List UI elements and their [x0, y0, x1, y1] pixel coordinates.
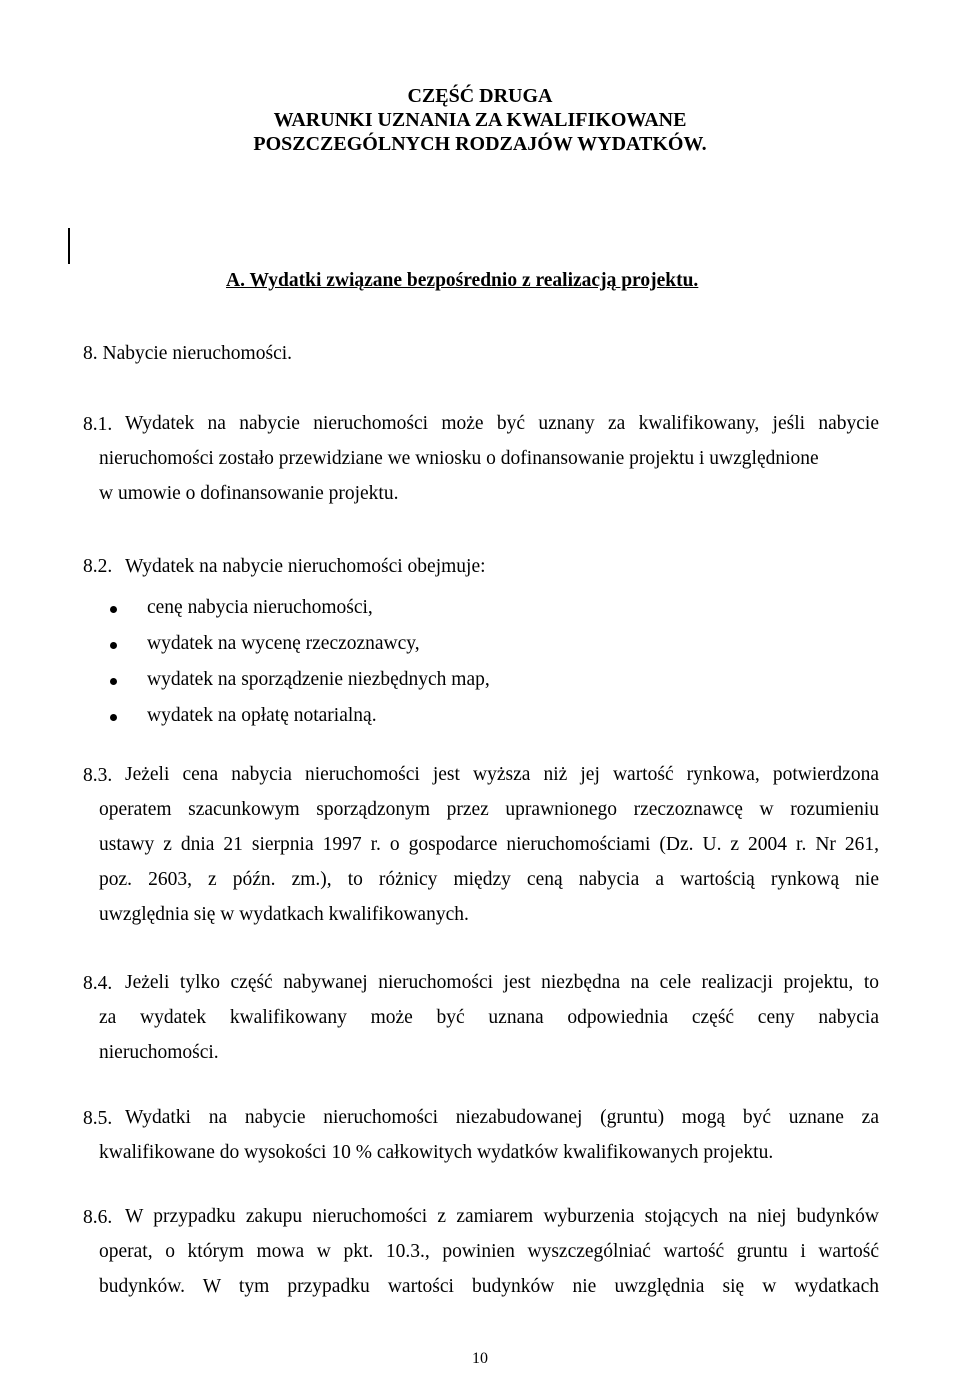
text-line: ustawy z dnia 21 sierpnia 1997 r. o gospodarce nieruchomościami (Dz. U. z 2004 r. Nr 261,: [99, 834, 879, 855]
text-line: za wydatek kwalifikowany może być uznana odpowiednia część ceny nabycia: [99, 1007, 879, 1028]
paragraph-8-2-intro: Wydatek na nabycie nieruchomości obejmuje:: [125, 556, 486, 577]
paragraph-8-3: [99, 757, 879, 932]
section-8-heading: 8. Nabycie nieruchomości.: [83, 343, 293, 364]
list-item: wydatek na opłatę notarialną.: [110, 698, 490, 734]
paragraph-8-4: [99, 965, 879, 1070]
section-a-heading: A. Wydatki związane bezpośrednio z realizacją projektu.: [226, 270, 699, 291]
part-subtitle-line-2: POSZCZEGÓLNYCH RODZAJÓW WYDATKÓW.: [253, 133, 707, 155]
text-line: kwalifikowane do wysokości 10 % całkowitych wydatków kwalifikowanych projektu.: [99, 1142, 774, 1163]
bullet-icon: [110, 714, 117, 721]
paragraph-8-5-number: 8.5.: [83, 1108, 113, 1129]
text-line: w umowie o dofinansowanie projektu.: [99, 483, 399, 504]
paragraph-8-5: [99, 1100, 879, 1170]
paragraph-8-2-number: 8.2.: [83, 556, 113, 577]
list-item: wydatek na sporządzenie niezbędnych map,: [110, 662, 490, 698]
text-line: operat, o którym mowa w pkt. 10.3., powinien wyszczególniać wartość gruntu i wartość: [99, 1241, 879, 1262]
text-line: nieruchomości zostało przewidziane we wniosku o dofinansowanie projektu i uwzględnione: [99, 448, 819, 469]
text-line: nieruchomości.: [99, 1042, 219, 1063]
paragraph-8-3-number: 8.3.: [83, 765, 113, 786]
cost-list: [110, 590, 490, 734]
text-line: uwzględnia się w wydatkach kwalifikowanych.: [99, 904, 469, 925]
paragraph-8-1: [99, 406, 879, 511]
list-item: wydatek na wycenę rzeczoznawcy,: [110, 626, 490, 662]
bullet-icon: [110, 642, 117, 649]
paragraph-8-6-number: 8.6.: [83, 1207, 113, 1228]
list-item: cenę nabycia nieruchomości,: [110, 590, 490, 626]
margin-marker: [68, 228, 70, 264]
text-line: Wydatek na nabycie nieruchomości może być uznany za kwalifikowany, jeśli nabycie: [125, 413, 879, 434]
bullet-icon: [110, 678, 117, 685]
part-title: CZĘŚĆ DRUGA: [407, 85, 553, 107]
text-line: Jeżeli tylko część nabywanej nieruchomości jest niezbędna na cele realizacji projektu, to: [125, 972, 879, 993]
part-subtitle-line-1: WARUNKI UZNANIA ZA KWALIFIKOWANE: [273, 109, 687, 131]
text-line: W przypadku zakupu nieruchomości z zamiarem wyburzenia stojących na niej budynków: [125, 1206, 879, 1227]
paragraph-8-4-number: 8.4.: [83, 973, 113, 994]
text-line: Wydatki na nabycie nieruchomości niezabudowanej (gruntu) mogą być uznane za: [125, 1107, 879, 1128]
text-line: operatem szacunkowym sporządzonym przez uprawnionego rzeczoznawcę w rozumieniu: [99, 799, 879, 820]
text-line: Jeżeli cena nabycia nieruchomości jest wyższa niż jej wartość rynkowa, potwierdzona: [125, 764, 879, 785]
paragraph-8-1-number: 8.1.: [83, 414, 113, 435]
page-number: 10: [472, 1350, 488, 1367]
paragraph-8-6: [99, 1199, 879, 1304]
text-line: budynków. W tym przypadku wartości budynków nie uwzględnia się w wydatkach: [99, 1276, 879, 1297]
bullet-icon: [110, 606, 117, 613]
text-line: poz. 2603, z późn. zm.), to różnicy między ceną nabycia a wartością rynkową nie: [99, 869, 879, 890]
